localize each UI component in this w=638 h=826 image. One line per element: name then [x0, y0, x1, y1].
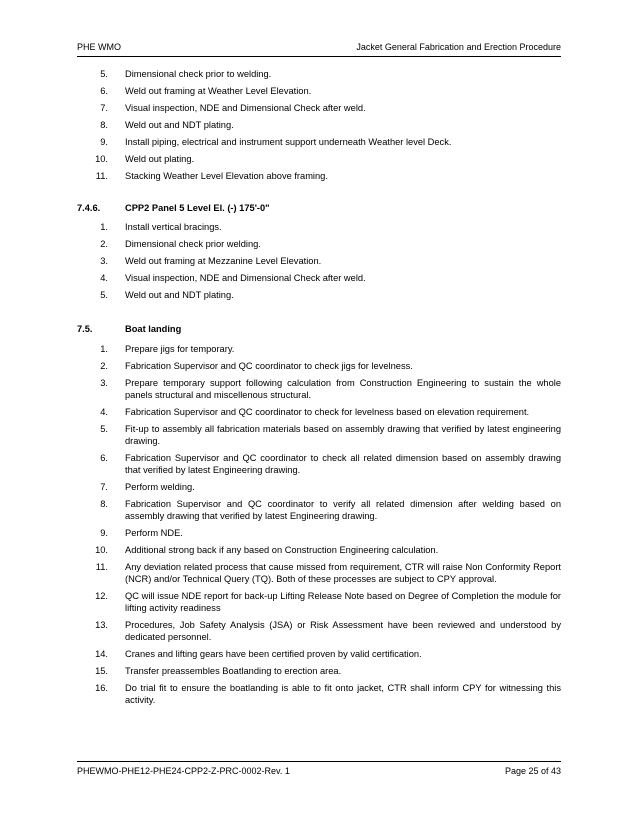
- section-title: Boat landing: [125, 324, 182, 334]
- list-item: [77, 102, 561, 114]
- list-item-text: Perform NDE.: [125, 528, 183, 538]
- list-item: [77, 377, 561, 401]
- section-number: 7.5.: [77, 324, 93, 334]
- list-item-text: Fabrication Supervisor and QC coordinator to check all related dimension based on assembly drawing that verified by latest Engineering drawing.: [125, 453, 561, 475]
- header-right-text: Jacket General Fabrication and Erection Procedure: [356, 42, 561, 52]
- list-item-number: 11.: [95, 562, 108, 572]
- list-item-text: Prepare jigs for temporary.: [125, 344, 235, 354]
- list-item-text: QC will issue NDE report for back-up Lifting Release Note based on Degree of Completion the module for lifting activity readiness: [125, 591, 561, 613]
- list-item-number: 15.: [95, 666, 108, 676]
- list-item-number: 8.: [100, 499, 108, 509]
- list-item: [77, 648, 561, 660]
- list-item-number: 16.: [95, 683, 108, 693]
- list-item-number: 12.: [95, 591, 108, 601]
- list-item-number: 1.: [100, 222, 108, 232]
- footer-document-number: PHEWMO-PHE12-PHE24-CPP2-Z-PRC-0002-Rev. 1: [77, 766, 290, 776]
- list-item: [77, 452, 561, 476]
- header-left-text: PHE WMO: [77, 42, 121, 52]
- list-item-text: Install vertical bracings.: [125, 222, 222, 232]
- list-item-number: 5.: [100, 69, 108, 79]
- list-item-text: Weld out and NDT plating.: [125, 290, 234, 300]
- page-header: [77, 42, 561, 56]
- list-item: [77, 561, 561, 585]
- list-item-number: 1.: [100, 344, 108, 354]
- list-item: [77, 153, 561, 165]
- list-item-number: 9.: [100, 528, 108, 538]
- list-item-number: 10.: [95, 545, 108, 555]
- list-item-number: 8.: [100, 120, 108, 130]
- list-section-7-4-6: [77, 221, 561, 301]
- list-item-text: Do trial fit to ensure the boatlanding is able to fit onto jacket, CTR shall inform CPY for witnessing this activity.: [125, 683, 561, 705]
- list-item-number: 7.: [100, 482, 108, 492]
- list-item: [77, 238, 561, 250]
- list-item-number: 9.: [100, 137, 108, 147]
- list-item-text: Visual inspection, NDE and Dimensional Check after weld.: [125, 273, 366, 283]
- list-item-number: 3.: [100, 256, 108, 266]
- list-item-text: Transfer preassembles Boatlanding to erection area.: [125, 666, 342, 676]
- list-item: [77, 423, 561, 447]
- footer-rule: [77, 761, 561, 762]
- list-item-text: Any deviation related process that cause missed from requirement, CTR will raise Non Conformity Report (NCR) and/or Technical Query (TQ). Both of these processes are subject to CPY approval.: [125, 562, 561, 584]
- section-heading-7-4-6: [77, 202, 561, 214]
- list-item: [77, 255, 561, 267]
- list-item: [77, 682, 561, 706]
- list-item: [77, 136, 561, 148]
- section-number: 7.4.6.: [77, 203, 101, 213]
- list-item-text: Visual inspection, NDE and Dimensional Check after weld.: [125, 103, 366, 113]
- list-item: [77, 406, 561, 418]
- list-item: [77, 68, 561, 80]
- list-item: [77, 498, 561, 522]
- list-item-text: Weld out framing at Mezzanine Level Elevation.: [125, 256, 322, 266]
- list-item: [77, 119, 561, 131]
- list-item-number: 5.: [100, 290, 108, 300]
- list-item-number: 6.: [100, 86, 108, 96]
- list-continued: [77, 68, 561, 182]
- list-item-number: 4.: [100, 273, 108, 283]
- list-item-text: Fabrication Supervisor and QC coordinator to verify all related dimension after welding based on assembly drawing that verified by latest Engineering drawing.: [125, 499, 561, 521]
- list-item-text: Stacking Weather Level Elevation above framing.: [125, 171, 328, 181]
- list-item-number: 6.: [100, 453, 108, 463]
- footer-page-number: Page 25 of 43: [504, 766, 561, 776]
- list-item: [77, 544, 561, 556]
- list-item: [77, 665, 561, 677]
- list-item-text: Weld out plating.: [125, 154, 195, 164]
- list-item: [77, 289, 561, 301]
- list-item-text: Perform welding.: [125, 482, 195, 492]
- list-item-text: Additional strong back if any based on Construction Engineering calculation.: [125, 545, 439, 555]
- list-item: [77, 481, 561, 493]
- list-item-text: Fit-up to assembly all fabrication materials based on assembly drawing that verified by latest engineering drawing.: [125, 424, 561, 446]
- list-item-text: Weld out framing at Weather Level Elevation.: [125, 86, 312, 96]
- list-item: [77, 85, 561, 97]
- list-item-text: Install piping, electrical and instrument support underneath Weather level Deck.: [125, 137, 452, 147]
- document-body: [77, 68, 561, 711]
- list-item-text: Prepare temporary support following calculation from Construction Engineering to sustain the whole panels structural and miscellenous structural.: [125, 378, 561, 400]
- list-item-number: 10.: [95, 154, 108, 164]
- list-item-number: 13.: [95, 620, 108, 630]
- list-item-text: Dimensional check prior to welding.: [125, 69, 272, 79]
- list-item: [77, 527, 561, 539]
- list-item: [77, 619, 561, 643]
- list-item-text: Procedures, Job Safety Analysis (JSA) or Risk Assessment have been reviewed and understood by dedicated personnel.: [125, 620, 561, 642]
- list-item-number: 7.: [100, 103, 108, 113]
- list-item-text: Weld out and NDT plating.: [125, 120, 234, 130]
- list-item-number: 3.: [100, 378, 108, 388]
- list-item: [77, 360, 561, 372]
- list-item: [77, 272, 561, 284]
- list-item-text: Fabrication Supervisor and QC coordinator to check for levelness based on elevation requirement.: [125, 407, 530, 417]
- list-item: [77, 221, 561, 233]
- section-heading-7-5: [77, 323, 561, 335]
- list-item-number: 5.: [100, 424, 108, 434]
- list-item-number: 4.: [100, 407, 108, 417]
- list-item-text: Dimensional check prior welding.: [125, 239, 261, 249]
- list-item-text: Fabrication Supervisor and QC coordinator to check jigs for levelness.: [125, 361, 413, 371]
- list-item-number: 2.: [100, 361, 108, 371]
- page-footer: [77, 766, 561, 780]
- list-item-number: 14.: [95, 649, 108, 659]
- list-item: [77, 590, 561, 614]
- list-item-number: 2.: [100, 239, 108, 249]
- list-item: [77, 170, 561, 182]
- list-item-number: 11.: [95, 171, 108, 181]
- list-section-7-5: [77, 343, 561, 706]
- header-rule: [77, 56, 561, 57]
- section-title: CPP2 Panel 5 Level El. (-) 175'-0": [125, 203, 270, 213]
- list-item: [77, 343, 561, 355]
- list-item-text: Cranes and lifting gears have been certified proven by valid certification.: [125, 649, 422, 659]
